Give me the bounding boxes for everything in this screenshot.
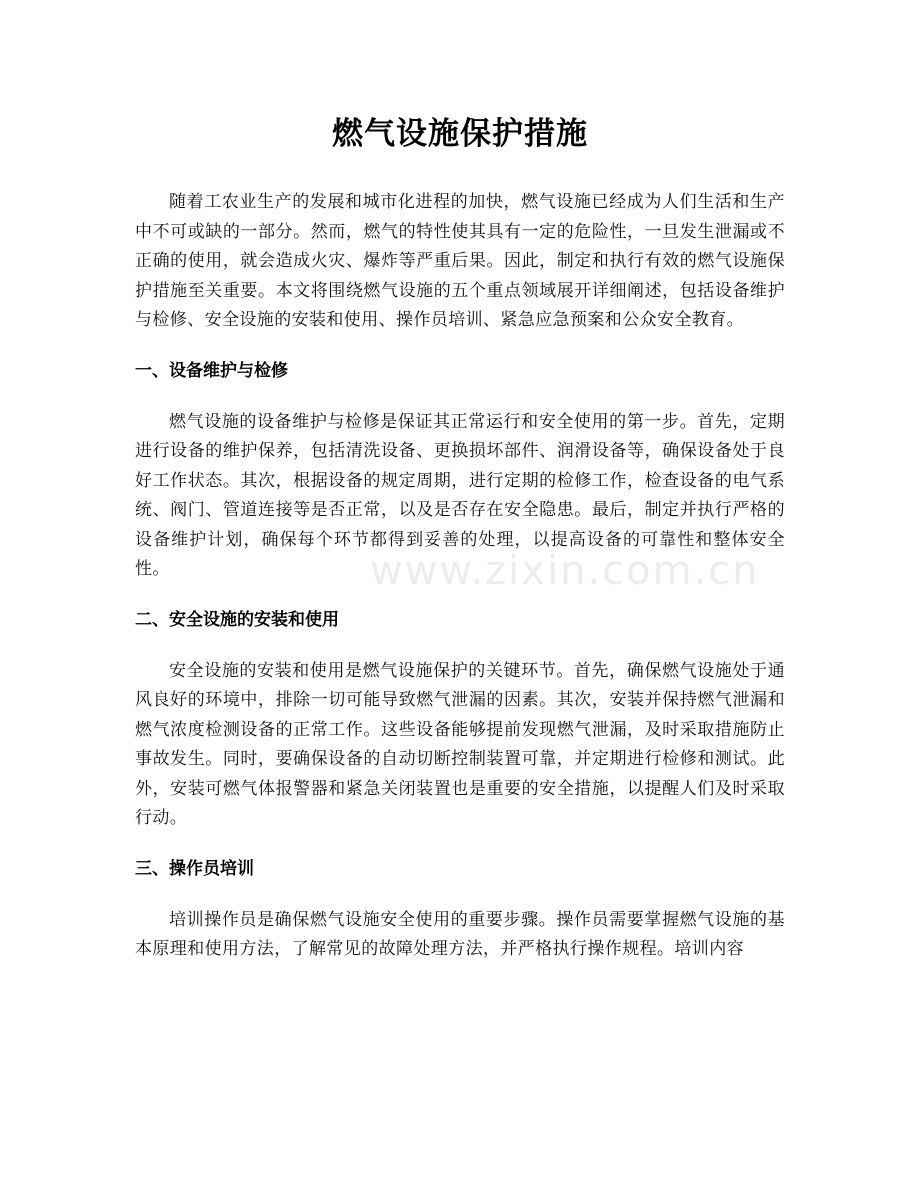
section-body-operator-training: 培训操作员是确保燃气设施安全使用的重要步骤。操作员需要掌握燃气设施的基本原理和使用方法，了解常见的故障处理方法，并严格执行操作规程。培训内容: [135, 909, 785, 959]
document-title: 燃气设施保护措施: [332, 116, 588, 152]
section-body-safety-facilities: 安全设施的安装和使用是燃气设施保护的关键环节。首先，确保燃气设施处于通风良好的环境中，排除一切可能导致燃气泄漏的因素。其次，安装并保持燃气泄漏和燃气浓度检测设备的正常工作。这些设备能够提前发现燃气泄漏，及时采取措施防止事故发生。同时，要确保设备的自动切断控制装置可靠，并定期进行检修和测试。此外，安装可燃气体报警器和紧急关闭装置也是重要的安全措施，以提醒人们及时采取行动。: [135, 660, 785, 828]
section-heading-safety-facilities: 二、安全设施的安装和使用: [135, 609, 339, 630]
section-heading-equipment-maintenance: 一、设备维护与检修: [135, 360, 288, 381]
section-heading-operator-training: 三、操作员培训: [135, 858, 254, 879]
intro-paragraph: 随着工农业生产的发展和城市化进程的加快，燃气设施已经成为人们生活和生产中不可或缺的一部分。然而，燃气的特性使其具有一定的危险性，一旦发生泄漏或不正确的使用，就会造成火灾、爆炸等严重后果。因此，制定和执行有效的燃气设施保护措施至关重要。本文将围绕燃气设施的五个重点领域展开详细阐述，包括设备维护与检修、安全设施的安装和使用、操作员培训、紧急应急预案和公众安全教育。: [135, 192, 785, 330]
section-body-equipment-maintenance: 燃气设施的设备维护与检修是保证其正常运行和安全使用的第一步。首先，定期进行设备的维护保养，包括清洗设备、更换损坏部件、润滑设备等，确保设备处于良好工作状态。其次，根据设备的规定周期，进行定期的检修工作，检查设备的电气系统、阀门、管道连接等是否正常，以及是否存在安全隐患。最后，制定并执行严格的设备维护计划，确保每个环节都得到妥善的处理，以提高设备的可靠性和整体安全性。: [135, 411, 785, 579]
watermark-text: www.zixin.com.cn: [370, 548, 760, 594]
